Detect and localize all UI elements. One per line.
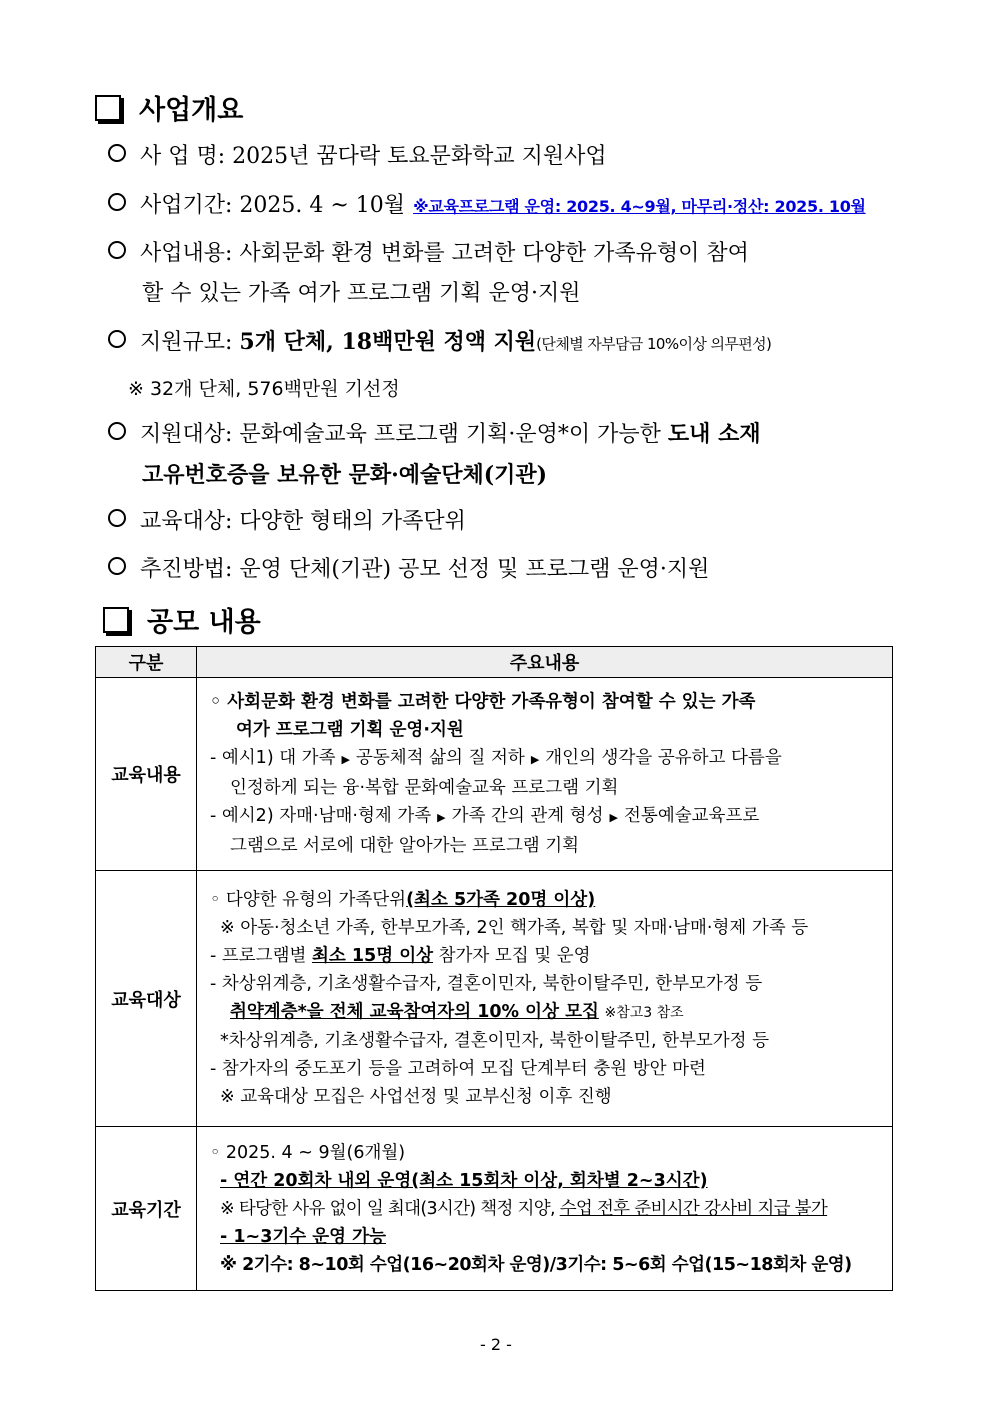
table-row-edu-target	[96, 871, 893, 1127]
checkbox-square-icon	[103, 607, 129, 633]
content-text: ◦ 다양한 유형의 가족단위	[210, 890, 407, 910]
item-text: 추진방법: 운영 단체(기관) 공모 선정 및 프로그램 운영·지원	[140, 557, 710, 582]
example-text: 가족 간의 관계 형성	[451, 806, 604, 826]
overview-item-method	[108, 550, 898, 590]
example-text: 공동체적 삶의 질 저하	[355, 748, 525, 768]
content-text: ※ 타당한 사유 없이 일 최대(3시간) 책정 지양,	[220, 1198, 560, 1219]
item-text: 교육대상: 다양한 형태의 가족단위	[140, 509, 466, 534]
arrow-right-icon: ▶	[530, 753, 540, 766]
content-line: 여가 프로그램 기획 운영·지원	[236, 720, 464, 740]
item-text: 사 업 명: 2025년 꿈다락 토요문화학교 지원사업	[140, 144, 607, 169]
section-title-text: 사업개요	[139, 95, 244, 126]
circle-bullet-icon	[108, 193, 126, 211]
period-note: ※교육프로그램 운영: 2025. 4~9월, 마무리·정산: 2025. 10월	[413, 197, 866, 216]
overview-item-target	[108, 414, 898, 495]
content-line	[210, 998, 883, 1027]
table-row-edu-period	[96, 1127, 893, 1291]
row-label: 교육내용	[96, 678, 197, 871]
example-2-line	[210, 802, 883, 832]
checkbox-square-icon	[95, 95, 121, 121]
overview-item-name	[108, 137, 898, 177]
arrow-right-icon: ▶	[609, 811, 619, 824]
content-line: - 참가자의 중도포기 등을 고려하여 모집 단계부터 충원 방안 마련	[210, 1059, 706, 1079]
arrow-right-icon: ▶	[341, 753, 350, 766]
example-2-line2: 그램으로 서로에 대한 알아가는 프로그램 기획	[230, 836, 580, 856]
content-line	[210, 1195, 883, 1223]
section-title-overview	[95, 88, 243, 127]
content-bold: (최소 5가족 20명 이상)	[406, 890, 596, 910]
section-title-recruitment	[103, 600, 261, 639]
example-text: 전통예술교육프로	[624, 806, 760, 826]
circle-bullet-icon	[108, 144, 126, 162]
item-text: 지원대상: 문화예술교육 프로그램 기획·운영*이 가능한	[140, 422, 668, 447]
reference-note: ※참고3 참조	[604, 1005, 684, 1021]
content-line: ※ 아동·청소년 가족, 한부모가족, 2인 핵가족, 복합 및 자매·남매·형제 가족 등	[220, 918, 809, 938]
item-text: 사업기간: 2025. 4 ~ 10월	[140, 193, 406, 218]
content-line: *차상위계층, 기초생활수급자, 결혼이민자, 북한이탈주민, 한부모가정 등	[220, 1031, 770, 1051]
circle-bullet-icon	[108, 557, 126, 575]
table-row-edu-content	[96, 678, 893, 871]
content-bold: 취약계층*을 전체 교육참여자의 10% 이상 모집	[230, 1002, 599, 1022]
content-line: ◦ 사회문화 환경 변화를 고려한 다양한 가족유형이 참여할 수 있는 가족	[210, 692, 756, 712]
content-line: ※ 교육대상 모집은 사업선정 및 교부신청 이후 진행	[220, 1087, 612, 1107]
row-label: 교육기간	[96, 1127, 197, 1291]
header-category: 구분	[96, 647, 197, 678]
scale-note: (단체별 자부담금 10%이상 의무편성)	[536, 335, 772, 353]
example-1-line	[210, 744, 883, 774]
example-text: 개인의 생각을 공유하고 다름을	[545, 748, 782, 768]
content-line: - 차상위계층, 기초생활수급자, 결혼이민자, 북한이탈주민, 한부모가정 등	[210, 974, 763, 994]
page-number: - 2 -	[480, 1335, 512, 1354]
example-text: - 예시2) 자매·남매·형제 가족	[210, 806, 432, 826]
section-title-text: 공모 내용	[147, 607, 261, 638]
item-bold: 도내 소재	[667, 421, 761, 447]
recruitment-table	[95, 646, 893, 1291]
content-line	[210, 942, 883, 970]
row-content	[197, 871, 893, 1127]
scale-sub-note: ※ 32개 단체, 576백만원 기선정	[128, 378, 400, 400]
circle-bullet-icon	[108, 509, 126, 527]
row-label: 교육대상	[96, 871, 197, 1127]
content-line	[210, 886, 883, 914]
circle-bullet-icon	[108, 422, 126, 440]
content-text: - 프로그램별	[210, 946, 312, 966]
item-bold: 5개 단체, 18백만원 정액 지원	[239, 329, 537, 355]
row-content	[197, 678, 893, 871]
content-line: - 연간 20회차 내외 운영(최소 15회차 이상, 회차별 2~3시간)	[220, 1170, 708, 1191]
row-content	[197, 1127, 893, 1291]
overview-item-content	[108, 234, 898, 314]
content-line: ※ 2기수: 8~10회 수업(16~20회차 운영)/3기수: 5~6회 수업(15~18회차 운영)	[220, 1254, 852, 1275]
example-1-line2: 인정하게 되는 융·복합 문화예술교육 프로그램 기획	[230, 778, 619, 798]
circle-bullet-icon	[108, 241, 126, 259]
item-label: 지원규모:	[140, 330, 240, 355]
overview-item-edu-target	[108, 502, 898, 542]
arrow-right-icon: ▶	[437, 811, 446, 824]
content-bold: 최소 15명 이상	[311, 946, 434, 966]
header-content: 주요내용	[197, 647, 893, 678]
content-underlined: 수업 전후 준비시간 강사비 지급 불가	[559, 1198, 828, 1219]
content-line: ◦ 2025. 4 ~ 9월(6개월)	[210, 1142, 406, 1163]
content-text: 참가자 모집 및 운영	[433, 946, 591, 966]
item-bold-continued: 고유번호증을 보유한 문화·예술단체(기관)	[142, 462, 548, 488]
item-text: 사업내용: 사회문화 환경 변화를 고려한 다양한 가족유형이 참여	[140, 241, 749, 266]
overview-item-scale	[108, 322, 898, 364]
content-line: - 1~3기수 운영 가능	[220, 1226, 386, 1247]
item-text-continued: 할 수 있는 가족 여가 프로그램 기획 운영·지원	[142, 281, 581, 306]
circle-bullet-icon	[108, 330, 126, 348]
example-text: - 예시1) 대 가족	[210, 748, 336, 768]
table-header-row	[96, 647, 893, 678]
overview-item-period	[108, 186, 898, 227]
